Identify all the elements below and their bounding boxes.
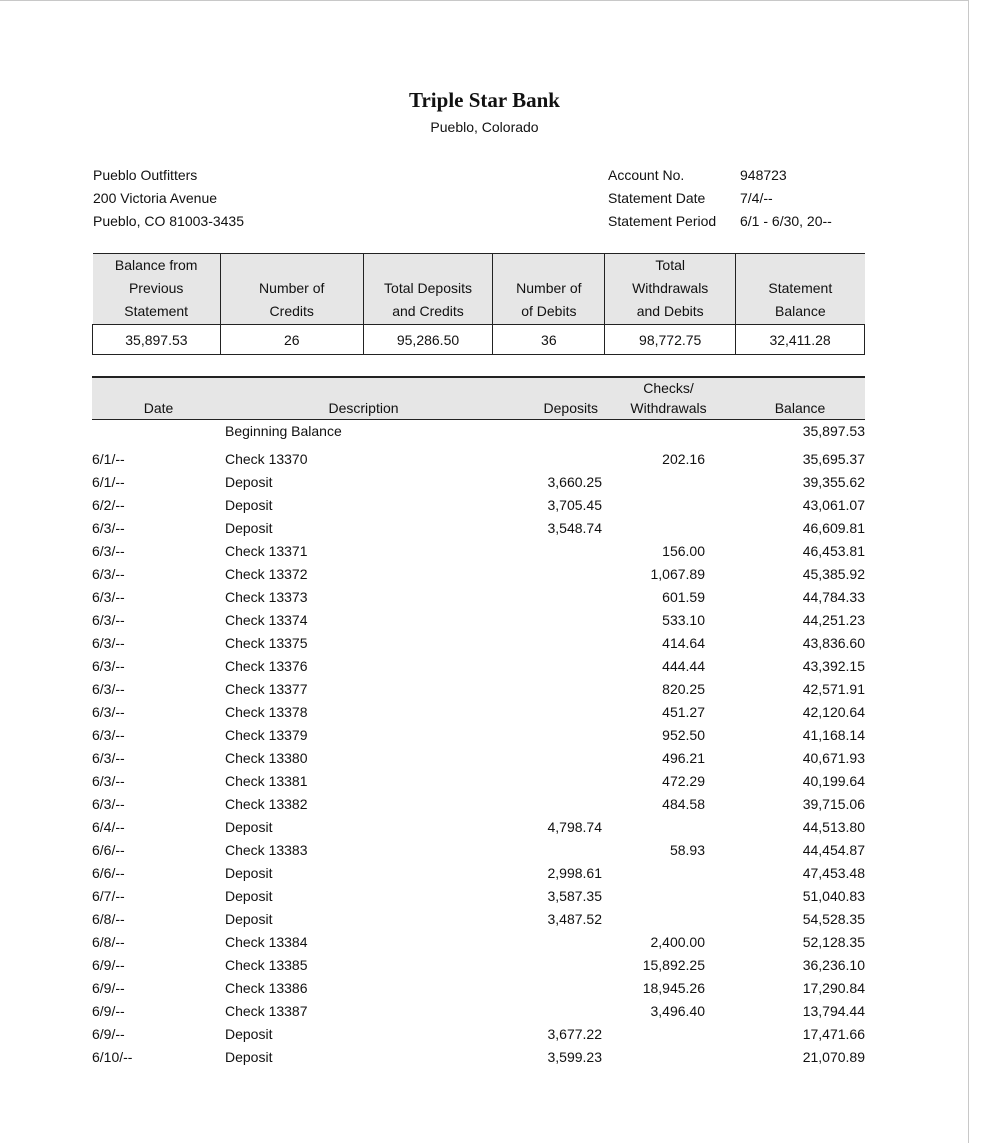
transaction-date: 6/8/-- [92, 934, 125, 950]
transaction-deposit [502, 632, 602, 655]
transaction-deposit [502, 448, 602, 471]
transaction-deposit: 3,599.23 [547, 1049, 602, 1065]
header-line: Balance from [114, 257, 198, 273]
transaction-balance: 43,392.15 [802, 658, 865, 674]
header-line: Total [655, 257, 685, 273]
transaction-date: 6/8/-- [92, 911, 125, 927]
transaction-balance: 44,251.23 [802, 612, 865, 628]
transaction-withdrawal: 533.10 [662, 612, 705, 628]
transaction-description: Deposit [225, 474, 273, 490]
transaction-row [92, 724, 865, 747]
transaction-deposit [502, 678, 602, 701]
account-info [608, 164, 832, 233]
summary-header-num-credits [220, 254, 363, 325]
header-line: Number of [259, 280, 325, 296]
transaction-balance: 40,671.93 [802, 750, 865, 766]
transaction-deposit: 3,587.35 [547, 888, 602, 904]
transaction-date: 6/9/-- [92, 1026, 125, 1042]
transaction-date: 6/9/-- [92, 1003, 125, 1019]
statement-date-label: Statement Date [608, 190, 706, 206]
transaction-withdrawal [602, 471, 735, 494]
transaction-withdrawal [602, 862, 735, 885]
transaction-withdrawal: 601.59 [662, 589, 705, 605]
transaction-deposit: 4,798.74 [547, 819, 602, 835]
summary-total-withdrawals: 98,772.75 [605, 325, 736, 355]
account-number-row [608, 164, 832, 187]
transaction-date: 6/3/-- [92, 589, 125, 605]
transaction-date: 6/3/-- [92, 635, 125, 651]
transaction-deposit: 3,660.25 [547, 474, 602, 490]
transaction-deposit [502, 977, 602, 1000]
transaction-deposit [502, 1000, 602, 1023]
transaction-row [92, 885, 865, 908]
header-line: Statement [124, 303, 189, 319]
transaction-balance: 13,794.44 [802, 1003, 865, 1019]
transaction-withdrawal: 820.25 [662, 681, 705, 697]
transaction-description: Deposit [225, 1049, 273, 1065]
header-deposits: Deposits [502, 377, 602, 420]
transaction-row [92, 655, 865, 678]
transaction-row [92, 816, 865, 839]
transaction-description: Check 13375 [225, 635, 308, 651]
transaction-row [92, 517, 865, 540]
transaction-balance: 42,571.91 [802, 681, 865, 697]
header-line: Withdrawals [632, 280, 709, 296]
header-line: of Debits [521, 303, 577, 319]
transaction-row [92, 609, 865, 632]
transaction-balance: 47,453.48 [802, 865, 865, 881]
transaction-row [92, 678, 865, 701]
transaction-deposit [502, 655, 602, 678]
header-line: Previous [128, 280, 184, 296]
statement-period-label: Statement Period [608, 213, 717, 229]
header-line: Withdrawals [630, 400, 707, 416]
header-line: and Credits [392, 303, 464, 319]
transaction-balance: 17,471.66 [802, 1026, 865, 1042]
transaction-deposit [502, 563, 602, 586]
transaction-date: 6/3/-- [92, 543, 125, 559]
transaction-deposit: 2,998.61 [547, 865, 602, 881]
transaction-description: Check 13385 [225, 957, 308, 973]
transactions-header-row [92, 377, 865, 420]
customer-street: 200 Victoria Avenue [93, 190, 218, 206]
customer-address [93, 164, 244, 233]
transaction-date: 6/3/-- [92, 681, 125, 697]
transaction-description: Check 13374 [225, 612, 308, 628]
transaction-date: 6/9/-- [92, 957, 125, 973]
header-withdrawals [602, 377, 735, 420]
transaction-row [92, 632, 865, 655]
customer-city: Pueblo, CO 81003-3435 [93, 213, 244, 229]
transaction-date: 6/3/-- [92, 727, 125, 743]
transaction-date: 6/3/-- [92, 773, 125, 789]
summary-header-total-deposits [363, 254, 493, 325]
transaction-balance: 36,236.10 [802, 957, 865, 973]
header-line: Total Deposits [384, 280, 472, 296]
transaction-description: Check 13381 [225, 773, 308, 789]
transaction-balance: 45,385.92 [802, 566, 865, 582]
header-line: Credits [269, 303, 314, 319]
transaction-date: 6/3/-- [92, 658, 125, 674]
summary-prev-balance: 35,897.53 [93, 325, 221, 355]
transaction-withdrawal: 18,945.26 [642, 980, 705, 996]
transaction-balance: 21,070.89 [802, 1049, 865, 1065]
transaction-description: Deposit [225, 888, 273, 904]
transaction-row [92, 701, 865, 724]
transaction-row [92, 471, 865, 494]
transaction-date: 6/10/-- [92, 1049, 133, 1065]
header-line: Statement [768, 280, 833, 296]
transaction-deposit [502, 793, 602, 816]
transaction-deposit: 3,487.52 [547, 911, 602, 927]
statement-period-value: 6/1 - 6/30, 20-- [740, 213, 832, 229]
transaction-deposit: 3,548.74 [547, 520, 602, 536]
transaction-description: Check 13372 [225, 566, 308, 582]
transaction-balance: 39,715.06 [802, 796, 865, 812]
transaction-withdrawal: 414.64 [662, 635, 705, 651]
transaction-row [92, 540, 865, 563]
transaction-deposit [502, 701, 602, 724]
transaction-row [92, 862, 865, 885]
transaction-description: Deposit [225, 1026, 273, 1042]
transaction-description: Check 13386 [225, 980, 308, 996]
transaction-withdrawal [602, 885, 735, 908]
summary-num-credits: 26 [220, 325, 363, 355]
transaction-row [92, 586, 865, 609]
transaction-date: 6/4/-- [92, 819, 125, 835]
transaction-description: Check 13373 [225, 589, 308, 605]
transaction-date: 6/3/-- [92, 796, 125, 812]
transaction-description: Deposit [225, 865, 273, 881]
transaction-balance: 43,836.60 [802, 635, 865, 651]
transaction-row [92, 1023, 865, 1046]
summary-total-deposits: 95,286.50 [363, 325, 493, 355]
summary-num-debits: 36 [493, 325, 605, 355]
transaction-balance: 54,528.35 [802, 911, 865, 927]
summary-header-prev-balance [93, 254, 221, 325]
transaction-withdrawal: 58.93 [669, 842, 705, 858]
transaction-row [92, 747, 865, 770]
transaction-row [92, 931, 865, 954]
transaction-date: 6/3/-- [92, 704, 125, 720]
transaction-description: Check 13376 [225, 658, 308, 674]
transaction-withdrawal: 15,892.25 [642, 957, 705, 973]
transaction-deposit [502, 839, 602, 862]
transaction-balance: 51,040.83 [802, 888, 865, 904]
transaction-description: Check 13380 [225, 750, 308, 766]
transaction-date: 6/1/-- [92, 451, 125, 467]
beginning-balance-row [92, 420, 865, 444]
account-number-value: 948723 [740, 167, 787, 183]
transaction-date: 6/3/-- [92, 612, 125, 628]
transaction-withdrawal [602, 908, 735, 931]
statement-period-row [608, 210, 832, 233]
transaction-withdrawal [602, 816, 735, 839]
transaction-balance: 52,128.35 [802, 934, 865, 950]
transaction-deposit [502, 931, 602, 954]
transaction-balance: 46,609.81 [802, 520, 865, 536]
summary-header-statement-balance [736, 254, 865, 325]
transaction-row [92, 1046, 865, 1069]
transaction-deposit: 3,677.22 [547, 1026, 602, 1042]
transaction-deposit [502, 954, 602, 977]
header-line: and Debits [636, 303, 704, 319]
transaction-date: 6/6/-- [92, 842, 125, 858]
transaction-balance: 41,168.14 [802, 727, 865, 743]
transaction-row [92, 448, 865, 471]
transaction-balance: 44,784.33 [802, 589, 865, 605]
transaction-description: Check 13387 [225, 1003, 308, 1019]
transaction-withdrawal [602, 1046, 735, 1069]
transaction-balance: 17,290.84 [802, 980, 865, 996]
transaction-deposit [502, 770, 602, 793]
transaction-date: 6/3/-- [92, 566, 125, 582]
summary-table [92, 253, 865, 355]
transaction-date: 6/3/-- [92, 520, 125, 536]
transaction-withdrawal [602, 494, 735, 517]
transaction-balance: 44,513.80 [802, 819, 865, 835]
transaction-date: 6/3/-- [92, 750, 125, 766]
transaction-withdrawal: 952.50 [662, 727, 705, 743]
header-line: Number of [516, 280, 582, 296]
transaction-withdrawal: 202.16 [662, 451, 705, 467]
transaction-row [92, 563, 865, 586]
transaction-description: Check 13382 [225, 796, 308, 812]
transaction-withdrawal [602, 517, 735, 540]
transaction-date: 6/7/-- [92, 888, 125, 904]
transaction-description: Deposit [225, 520, 273, 536]
statement-date-row [608, 187, 832, 210]
transaction-deposit: 3,705.45 [547, 497, 602, 513]
transaction-row [92, 793, 865, 816]
bank-name: Triple Star Bank [409, 88, 560, 112]
transaction-row [92, 1000, 865, 1023]
transaction-balance: 43,061.07 [802, 497, 865, 513]
transaction-description: Check 13378 [225, 704, 308, 720]
summary-values-row [93, 325, 865, 355]
transaction-deposit [502, 724, 602, 747]
header-balance: Balance [735, 377, 865, 420]
transaction-description: Check 13371 [225, 543, 308, 559]
transaction-balance: 39,355.62 [802, 474, 865, 490]
transactions-table [92, 376, 865, 1069]
summary-header-row [93, 254, 865, 325]
transaction-withdrawal: 496.21 [662, 750, 705, 766]
transaction-description: Deposit [225, 819, 273, 835]
header-line: Checks/ [643, 380, 694, 396]
header-line: Balance [775, 303, 826, 319]
transaction-withdrawal: 444.44 [662, 658, 705, 674]
transaction-description: Check 13370 [225, 451, 308, 467]
transaction-withdrawal: 2,400.00 [650, 934, 705, 950]
transaction-withdrawal: 3,496.40 [650, 1003, 705, 1019]
transaction-withdrawal: 1,067.89 [650, 566, 705, 582]
transaction-deposit [502, 586, 602, 609]
transaction-description: Check 13383 [225, 842, 308, 858]
beginning-balance-value: 35,897.53 [802, 423, 865, 439]
header-date: Date [92, 377, 225, 420]
transaction-row [92, 494, 865, 517]
transaction-balance: 40,199.64 [802, 773, 865, 789]
transaction-deposit [502, 540, 602, 563]
transaction-row [92, 954, 865, 977]
summary-header-total-withdrawals [605, 254, 736, 325]
transaction-row [92, 908, 865, 931]
beginning-balance-label: Beginning Balance [225, 423, 342, 439]
transaction-withdrawal: 156.00 [662, 543, 705, 559]
transaction-withdrawal: 451.27 [662, 704, 705, 720]
transaction-description: Check 13379 [225, 727, 308, 743]
transaction-row [92, 839, 865, 862]
transaction-balance: 42,120.64 [802, 704, 865, 720]
account-number-label: Account No. [608, 167, 685, 183]
transaction-withdrawal: 472.29 [662, 773, 705, 789]
transaction-deposit [502, 609, 602, 632]
transaction-row [92, 770, 865, 793]
summary-statement-balance: 32,411.28 [736, 325, 865, 355]
transaction-deposit [502, 747, 602, 770]
transaction-date: 6/2/-- [92, 497, 125, 513]
transaction-row [92, 977, 865, 1000]
transaction-description: Deposit [225, 911, 273, 927]
transaction-description: Check 13384 [225, 934, 308, 950]
transaction-withdrawal: 484.58 [662, 796, 705, 812]
customer-name: Pueblo Outfitters [93, 167, 198, 183]
transaction-description: Deposit [225, 497, 273, 513]
header-description: Description [225, 377, 502, 420]
transaction-balance: 35,695.37 [802, 451, 865, 467]
transaction-date: 6/6/-- [92, 865, 125, 881]
transaction-date: 6/1/-- [92, 474, 125, 490]
transaction-balance: 46,453.81 [802, 543, 865, 559]
transaction-balance: 44,454.87 [802, 842, 865, 858]
bank-location: Pueblo, Colorado [430, 119, 539, 135]
transaction-withdrawal [602, 1023, 735, 1046]
transaction-date: 6/9/-- [92, 980, 125, 996]
summary-header-num-debits [493, 254, 605, 325]
statement-date-value: 7/4/-- [740, 190, 773, 206]
transaction-description: Check 13377 [225, 681, 308, 697]
